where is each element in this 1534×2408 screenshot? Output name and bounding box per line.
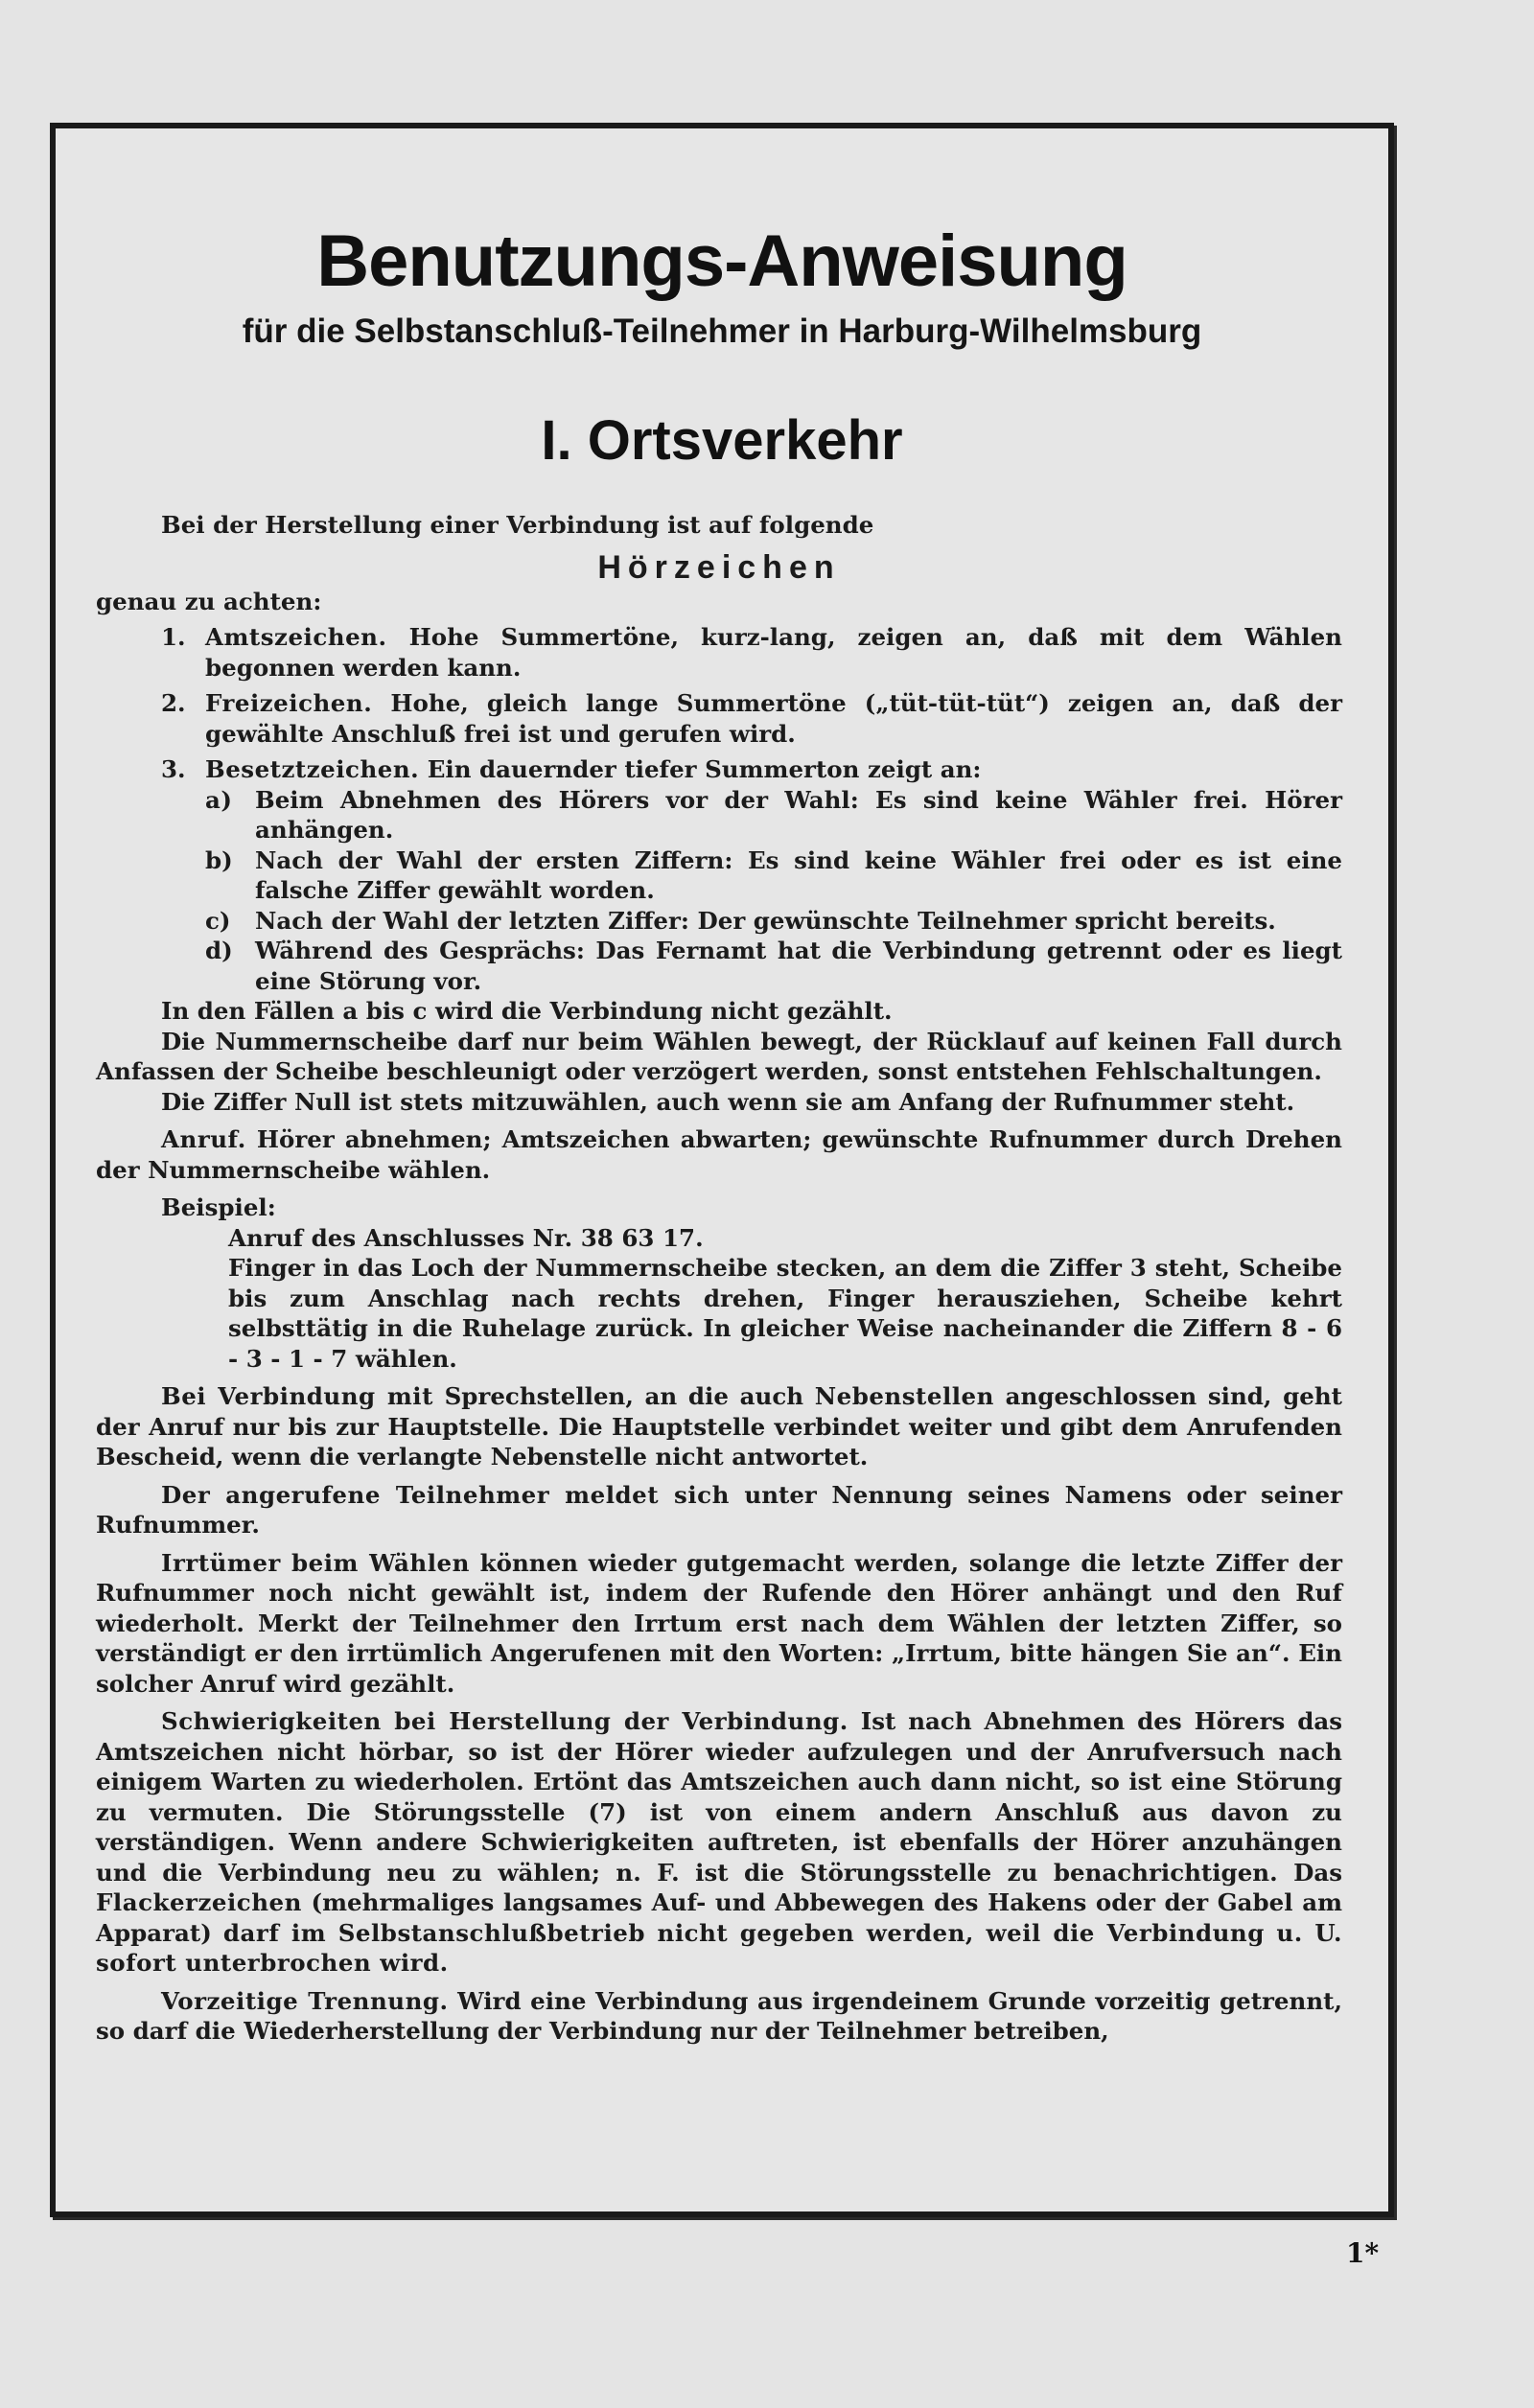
nebenstellen-term: Nebenstellen bbox=[814, 1382, 994, 1410]
flacker-text: (mehrmaliges langsames Auf- und Abbewegen des Hakens oder der Gabel am Apparat) bbox=[96, 1888, 1342, 1947]
signal-number: 2. bbox=[161, 689, 186, 717]
signal-number: 3. bbox=[161, 755, 186, 783]
section-heading: I. Ortsverkehr bbox=[541, 409, 903, 472]
page-number: 1* bbox=[1346, 2237, 1380, 2269]
extensions-term: Bei Verbindung mit bbox=[161, 1382, 433, 1410]
case-letter: a) bbox=[205, 785, 233, 814]
busy-cases-list bbox=[96, 785, 1342, 997]
para-zero: Die Ziffer Null ist stets mitzuwählen, auch wenn sie am Anfang der Rufnummer steht. bbox=[161, 1087, 1295, 1116]
signal-term: Freizeichen. bbox=[205, 689, 373, 717]
case-text: Während des Gesprächs: Das Fernamt hat die Verbindung getrennt oder es liegt eine Störung vor. bbox=[255, 937, 1342, 995]
example-block bbox=[96, 1223, 1342, 1375]
case-letter: c) bbox=[205, 906, 231, 935]
signal-term: Besetztzeichen. bbox=[205, 755, 420, 783]
case-text: Beim Abnehmen des Hörers vor der Wahl: Es sind keine Wähler frei. Hörer anhängen. bbox=[255, 785, 1342, 844]
difficulties-term: Schwierigkeiten bei Herstellung der Verbindung. bbox=[161, 1707, 848, 1735]
document-title: Benutzungs-Anweisung bbox=[316, 220, 1127, 302]
signal-item-2 bbox=[96, 688, 1342, 749]
anruf-term: Anruf. bbox=[161, 1125, 246, 1153]
busy-case-c bbox=[205, 906, 1342, 937]
intro-continuation: genau zu achten: bbox=[96, 587, 322, 615]
para-not-counted: In den Fällen a bis c wird die Verbindung nicht gezählt. bbox=[161, 997, 893, 1025]
para-called bbox=[96, 1480, 1342, 1540]
example-label: Beispiel: bbox=[161, 1193, 276, 1221]
signal-term: Amtszeichen. bbox=[205, 623, 387, 651]
hoerzeichen-heading: Hörzeichen bbox=[597, 548, 841, 586]
signal-text: Hohe, gleich lange Summertöne („tüt-tüt-tüt“) zeigen an, daß der gewählte Anschluß frei ist und gerufen wird. bbox=[205, 689, 1342, 748]
case-letter: b) bbox=[205, 845, 233, 874]
extensions-text-2: angeschlossen sind, geht der Anruf nur bis zur Hauptstelle. Die Hauptstelle verbindet weiter und gibt dem Anrufenden Bescheid, wenn die verlangte Nebenstelle nicht antwortet. bbox=[96, 1382, 1342, 1470]
anruf-text: Hörer abnehmen; Amtszeichen abwarten; gewünschte Rufnummer durch Drehen der Nummernscheibe wählen. bbox=[96, 1125, 1342, 1184]
document-subtitle: für die Selbstanschluß-Teilnehmer in Harburg-Wilhelmsburg bbox=[242, 313, 1202, 350]
early-text: Wird eine Verbindung aus irgendeinem Grunde vorzeitig getrennt, so darf die Wiederherstellung der Verbindung nur der Teilnehmer betreiben, bbox=[96, 1986, 1342, 2045]
case-letter: d) bbox=[205, 937, 233, 964]
case-text: Nach der Wahl der letzten Ziffer: Der gewünschte Teilnehmer spricht bereits. bbox=[255, 906, 1276, 935]
signal-item-3 bbox=[96, 754, 1342, 785]
busy-case-d bbox=[205, 936, 1342, 996]
document-frame bbox=[50, 123, 1394, 2217]
para-errors bbox=[96, 1548, 1342, 1700]
busy-case-b bbox=[205, 845, 1342, 906]
busy-case-a bbox=[205, 785, 1342, 845]
signal-item-1 bbox=[96, 622, 1342, 683]
signal-text: Ein dauernder tiefer Summerton zeigt an: bbox=[419, 755, 982, 783]
para-dial: Die Nummernscheibe darf nur beim Wählen bewegt, der Rücklauf auf keinen Fall durch Anfassen der Scheibe beschleunigt oder verzögert werden, sonst entstehen Fehlschaltungen. bbox=[96, 1027, 1342, 1085]
extensions-text: Sprechstellen, an die auch bbox=[432, 1382, 815, 1410]
flacker-term: Flackerzeichen bbox=[96, 1888, 302, 1916]
signal-text: Hohe Summertöne, kurz-lang, zeigen an, daß mit dem Wählen begonnen werden kann. bbox=[205, 623, 1342, 682]
signal-number: 1. bbox=[161, 623, 186, 651]
para-early-disconnect bbox=[96, 1986, 1342, 2047]
document-body bbox=[96, 510, 1342, 2047]
early-term: Vorzeitige Trennung. bbox=[161, 1986, 449, 2015]
para-anruf bbox=[96, 1124, 1342, 1185]
example-text: Finger in das Loch der Nummernscheibe stecken, an dem die Ziffer 3 steht, Scheibe bis zum Anschlag nach rechts drehen, Finger herausziehen, Scheibe kehrt selbsttätig in die Ruhelage zurück. In gleicher Weise nacheinander die Ziffern 8 - 6 - 3 - 1 - 7 wählen. bbox=[228, 1254, 1342, 1373]
errors-term: Irrtümer beim Wählen bbox=[161, 1548, 470, 1577]
flacker-warning: darf im Selbstanschlußbetrieb nicht gegeben werden, weil die Verbindung u. U. sofort unterbrochen wird. bbox=[96, 1918, 1342, 1977]
errors-text: können wieder gutgemacht werden, solange die letzte Ziffer der Rufnummer noch nicht gewählt ist, indem der Rufende den Hörer anhängt und den Ruf wiederholt. Merkt der Teilnehmer den Irrtum erst nach dem Wählen der letzten Ziffer, so verständigt er den irrtümlich Angerufenen mit den Worten: „Irrtum, bitte hängen Sie an“. Ein solcher Anruf wird gezählt. bbox=[96, 1548, 1342, 1698]
example-line: Anruf des Anschlusses Nr. 38 63 17. bbox=[228, 1223, 704, 1252]
intro-line: Bei der Herstellung einer Verbindung ist auf folgende bbox=[161, 511, 874, 539]
para-difficulties bbox=[96, 1706, 1342, 1979]
difficulties-text: Ist nach Abnehmen des Hörers das Amtszeichen nicht hörbar, so ist der Hörer wieder aufzulegen und der Anrufversuch nach einigem Warten zu wiederholen. Ertönt das Amtszeichen auch dann nicht, so ist eine Störung zu vermuten. Die Störungsstelle (7) ist von einem andern Anschluß aus davon zu verständigen. Wenn andere Schwierigkeiten auftreten, ist ebenfalls der Hörer anzuhängen und die Verbindung neu zu wählen; n. F. ist die Störungsstelle zu benachrichtigen. Das bbox=[96, 1707, 1342, 1887]
case-text: Nach der Wahl der ersten Ziffern: Es sind keine Wähler frei oder es ist eine falsche Ziffer gewählt worden. bbox=[255, 845, 1342, 904]
para-extensions bbox=[96, 1381, 1342, 1472]
called-text: unter Nennung seines Namens oder seiner Rufnummer. bbox=[96, 1480, 1342, 1539]
called-term: Der angerufene Teilnehmer meldet sich bbox=[161, 1480, 730, 1509]
